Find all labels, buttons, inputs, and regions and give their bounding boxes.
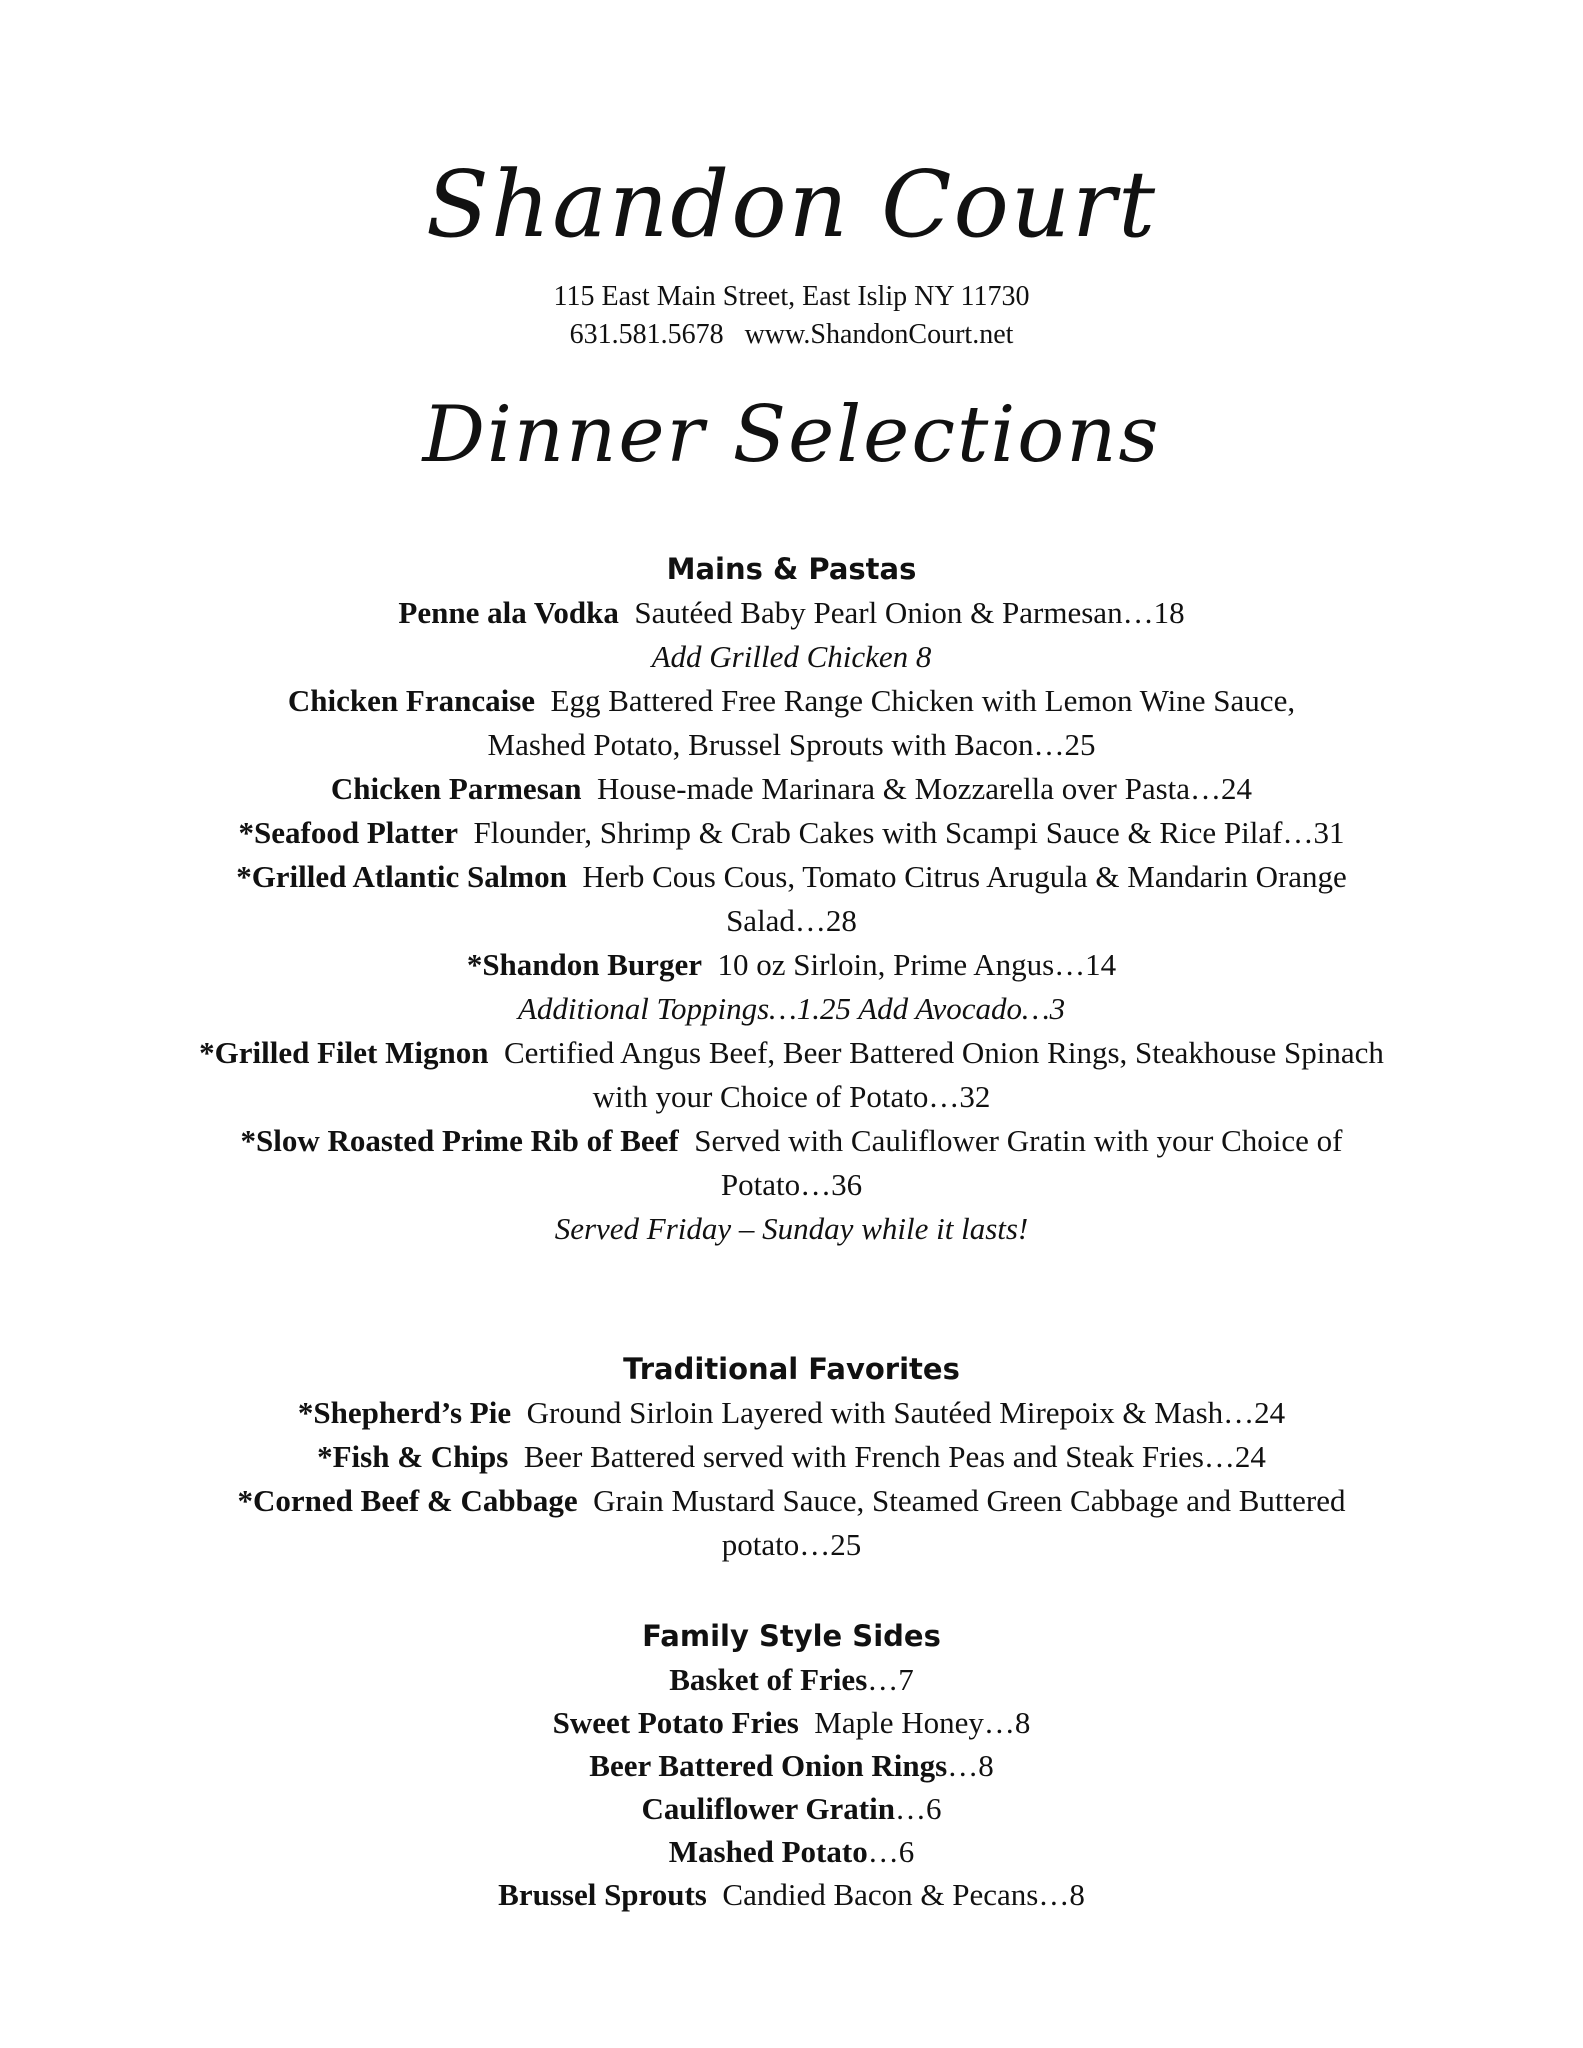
item-name: *Slow Roasted Prime Rib of Beef <box>240 1123 679 1158</box>
item-description: Egg Battered Free Range Chicken with Lemon Wine Sauce, <box>550 683 1296 718</box>
item-description: Flounder, Shrimp & Crab Cakes with Scampi Sauce & Rice Pilaf…31 <box>473 815 1345 850</box>
item-description: Grain Mustard Sauce, Steamed Green Cabbage and Buttered <box>593 1483 1346 1518</box>
menu-note-toppings: Additional Toppings…1.25 Add Avocado…3 <box>517 991 1066 1026</box>
item-name: Mashed Potato <box>668 1834 868 1869</box>
item-description: Herb Cous Cous, Tomato Citrus Arugula & Mandarin Orange <box>582 859 1347 894</box>
item-name: *Fish & Chips <box>317 1439 509 1474</box>
item-name: *Grilled Filet Mignon <box>199 1035 489 1070</box>
item-description-continued: Salad…28 <box>726 903 857 938</box>
menu-item-onion-rings <box>60 1744 1523 1787</box>
item-name: Chicken Parmesan <box>330 771 582 806</box>
menu-item-basket-of-fries <box>60 1658 1523 1701</box>
item-name: Brussel Sprouts <box>498 1877 707 1912</box>
menu-item-chicken-parmesan <box>60 767 1523 811</box>
menu-item-chicken-francaise <box>60 679 1523 767</box>
menu-item-corned-beef-cabbage <box>60 1479 1523 1567</box>
item-name: Cauliflower Gratin <box>641 1791 895 1826</box>
menu-item-mashed-potato <box>60 1830 1523 1873</box>
item-name: Basket of Fries <box>669 1662 868 1697</box>
item-description: House-made Marinara & Mozzarella over Pasta…24 <box>597 771 1253 806</box>
section-heading: Mains & Pastas <box>666 552 917 586</box>
item-description: Served with Cauliflower Gratin with your Choice of <box>694 1123 1343 1158</box>
item-name: *Corned Beef & Cabbage <box>237 1483 578 1518</box>
item-description-continued: with your Choice of Potato…32 <box>592 1079 991 1114</box>
item-name: Beer Battered Onion Rings <box>589 1748 948 1783</box>
item-price: …6 <box>867 1834 915 1869</box>
menu-item-cauliflower-gratin <box>60 1787 1523 1830</box>
item-description: 10 oz Sirloin, Prime Angus…14 <box>717 947 1117 982</box>
item-name: Penne ala Vodka <box>398 595 619 630</box>
item-description-continued: potato…25 <box>721 1527 862 1562</box>
menu-note-served-weekend: Served Friday – Sunday while it lasts! <box>554 1211 1029 1246</box>
section-mains-pastas <box>60 547 1523 1251</box>
item-price: …8 <box>947 1748 994 1783</box>
menu-item-grilled-filet-mignon <box>60 1031 1523 1119</box>
item-name: Sweet Potato Fries <box>552 1705 799 1740</box>
restaurant-name: Shandon Court <box>425 151 1158 258</box>
section-heading: Family Style Sides <box>642 1619 941 1653</box>
menu-item-sweet-potato-fries <box>60 1701 1523 1744</box>
item-name: *Seafood Platter <box>238 815 459 850</box>
spacer <box>724 319 745 350</box>
menu-item-fish-chips <box>60 1435 1523 1479</box>
menu-item-grilled-atlantic-salmon <box>60 855 1523 943</box>
item-price: …7 <box>867 1662 914 1697</box>
section-traditional-favorites <box>60 1347 1523 1567</box>
item-description-continued: Mashed Potato, Brussel Sprouts with Bacon…25 <box>487 727 1096 762</box>
section-family-style-sides <box>60 1614 1523 1916</box>
item-description: Maple Honey…8 <box>814 1705 1031 1740</box>
item-description: Beer Battered served with French Peas and Steak Fries…24 <box>523 1439 1266 1474</box>
item-description-continued: Potato…36 <box>720 1167 863 1202</box>
item-name: *Shandon Burger <box>466 947 702 982</box>
item-description: Ground Sirloin Layered with Sautéed Mirepoix & Mash…24 <box>526 1395 1286 1430</box>
menu-title: Dinner Selections <box>422 390 1161 480</box>
item-name: *Shepherd’s Pie <box>297 1395 512 1430</box>
menu-item-shepherds-pie <box>60 1391 1523 1435</box>
menu-item-prime-rib <box>60 1119 1523 1207</box>
item-price: …6 <box>894 1791 942 1826</box>
item-name: *Grilled Atlantic Salmon <box>236 859 567 894</box>
phone-website-line <box>0 316 1583 354</box>
phone: 631.581.5678 <box>569 319 724 350</box>
menu-note-add-chicken: Add Grilled Chicken 8 <box>651 639 932 674</box>
address: 115 East Main Street, East Islip NY 11730 <box>553 281 1030 312</box>
contact-block <box>0 278 1583 354</box>
menu-item-penne-ala-vodka <box>60 591 1523 635</box>
section-heading: Traditional Favorites <box>623 1352 960 1386</box>
item-name: Chicken Francaise <box>287 683 536 718</box>
item-description: Candied Bacon & Pecans…8 <box>722 1877 1085 1912</box>
menu-item-brussel-sprouts <box>60 1873 1523 1916</box>
menu-item-seafood-platter <box>60 811 1523 855</box>
item-description: Certified Angus Beef, Beer Battered Onion Rings, Steakhouse Spinach <box>503 1035 1384 1070</box>
website-link[interactable]: www.ShandonCourt.net <box>744 319 1014 350</box>
item-description: Sautéed Baby Pearl Onion & Parmesan…18 <box>634 595 1185 630</box>
menu-item-shandon-burger <box>60 943 1523 987</box>
